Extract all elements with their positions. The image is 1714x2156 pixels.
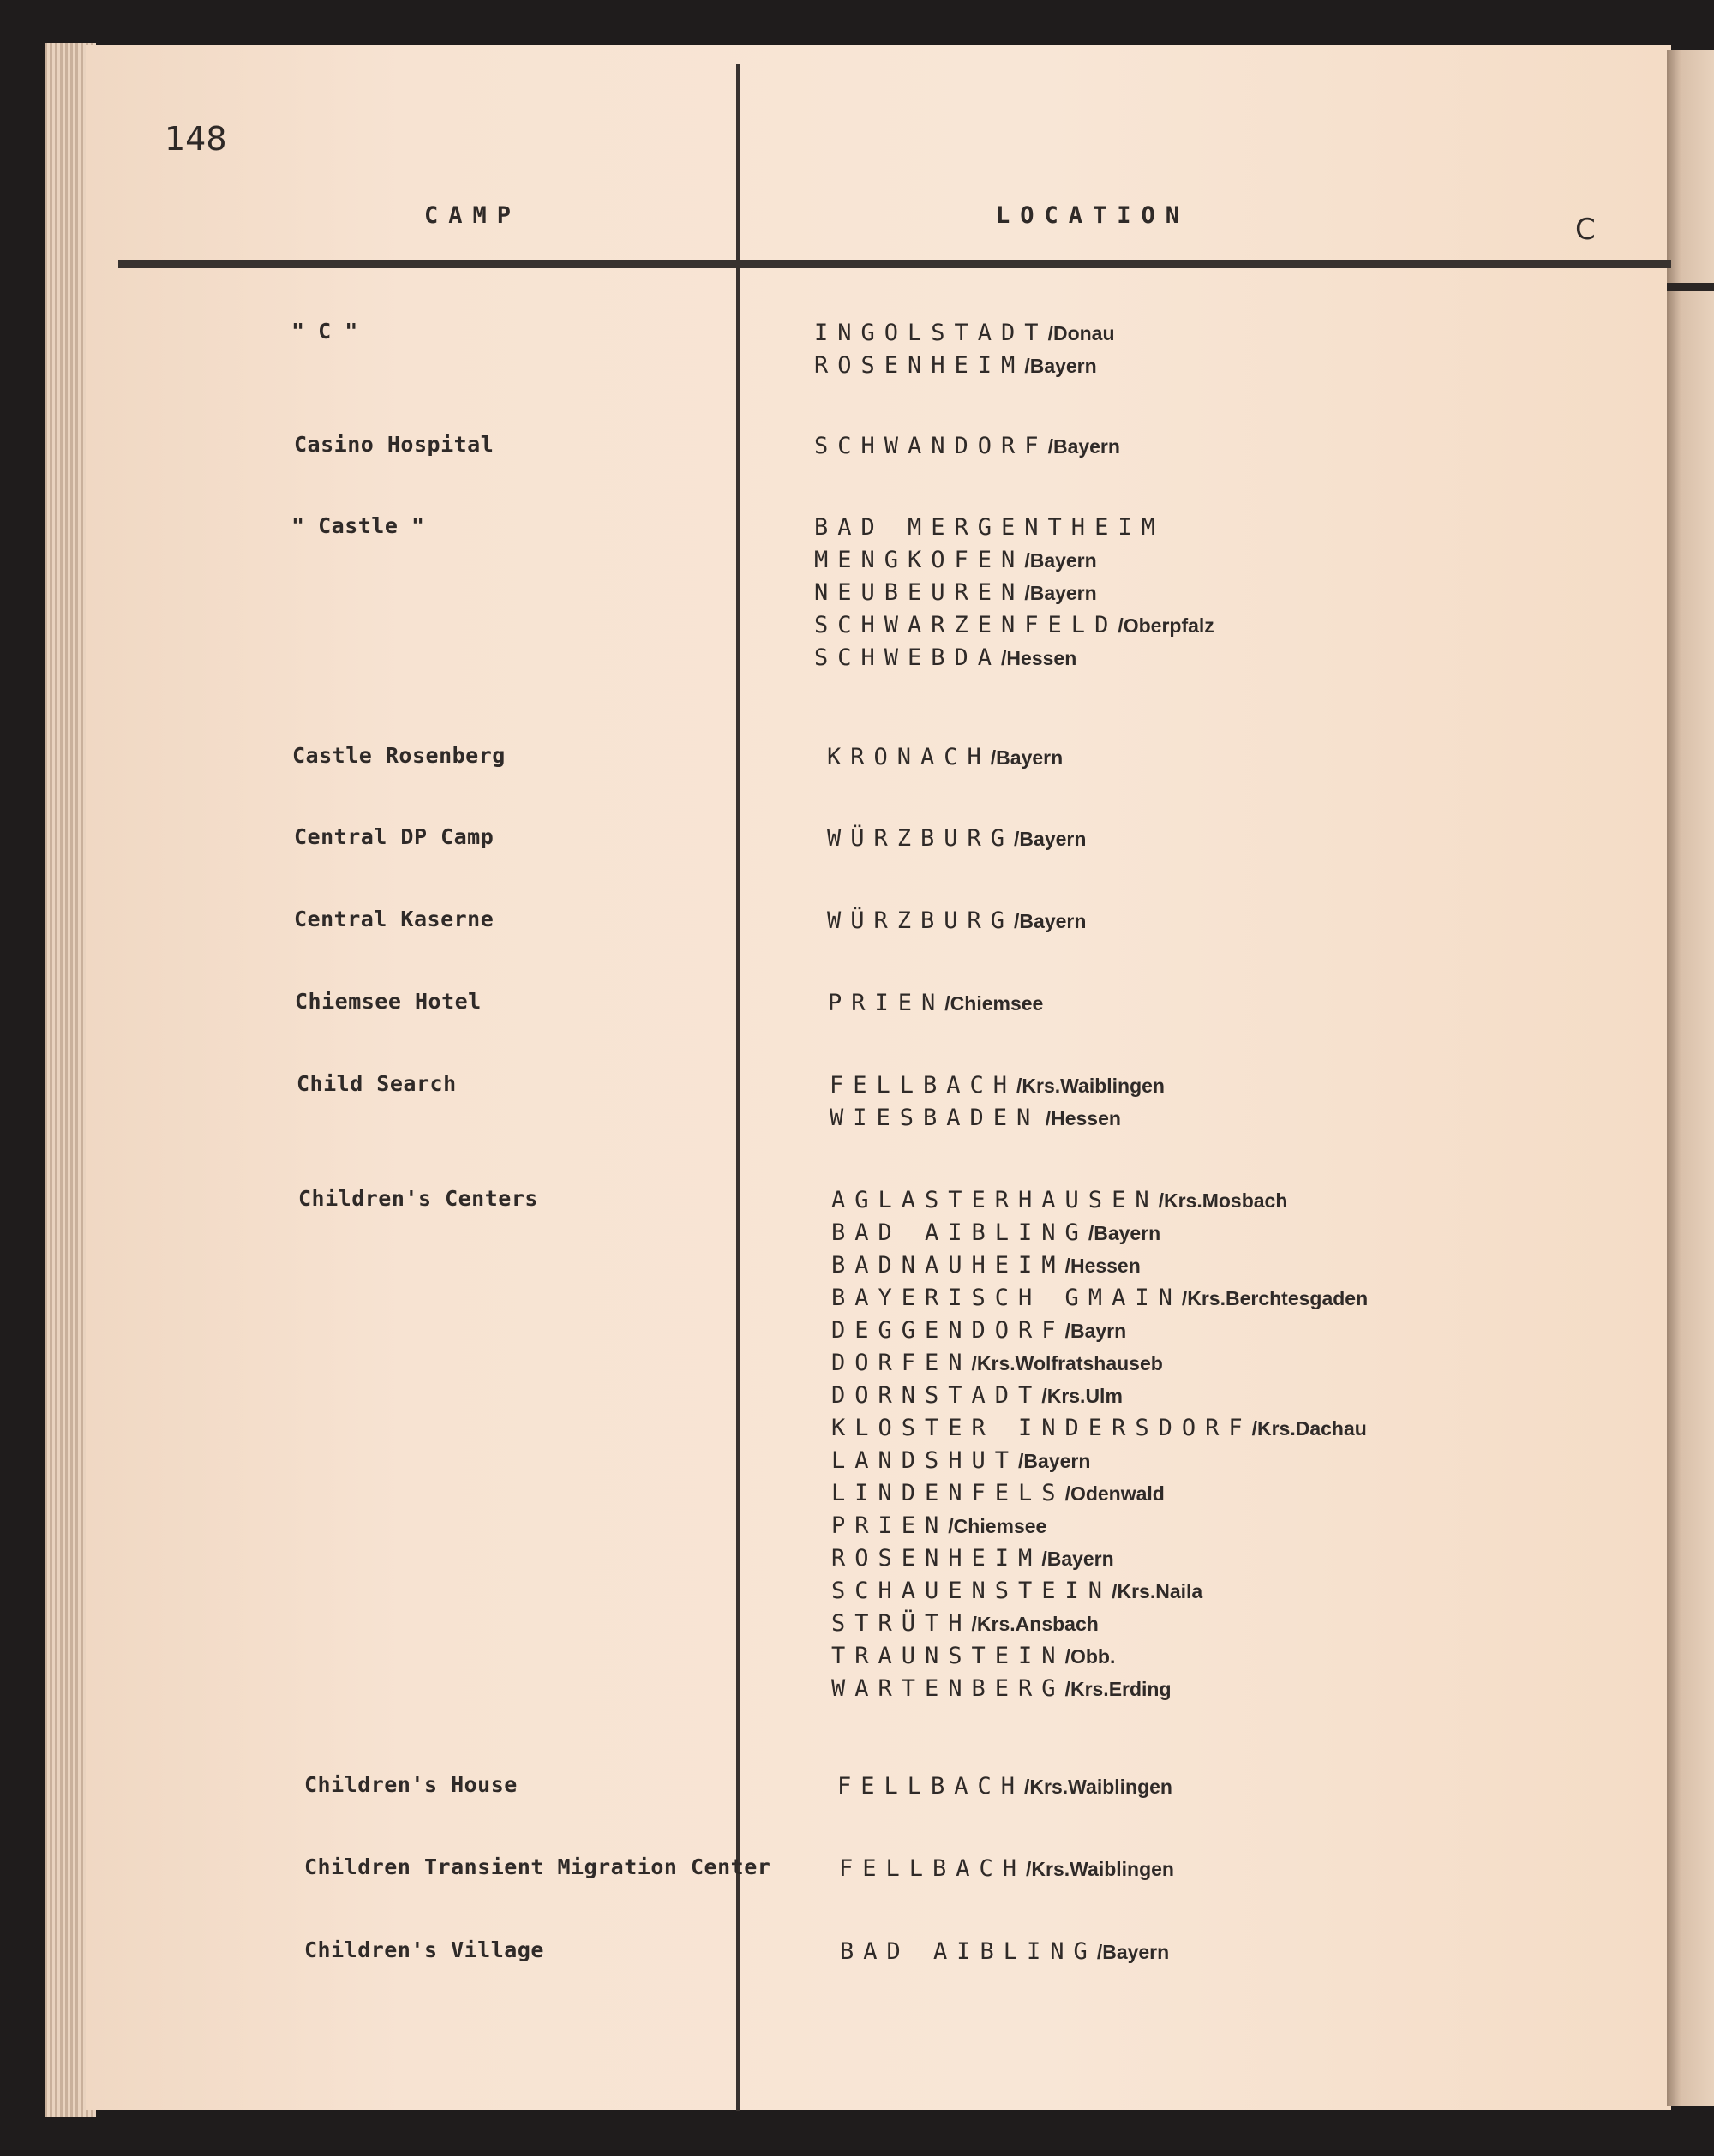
place-name: TRAUNSTEIN <box>831 1643 1065 1669</box>
camp-name: Children Transient Migration Center <box>304 1854 771 1879</box>
section-letter: C <box>1575 213 1596 247</box>
place-name: SCHWARZENFELD <box>814 612 1118 638</box>
location-item <box>831 1217 1368 1249</box>
region-name: /Bayern <box>1041 1548 1114 1570</box>
region-name: /Bayern <box>1024 355 1097 377</box>
region-name: /Chiemsee <box>948 1515 1047 1537</box>
place-name: DEGGENDORF <box>831 1317 1065 1344</box>
region-name: /Bayern <box>1047 435 1120 458</box>
region-name: /Krs.Waiblingen <box>1024 1776 1172 1798</box>
place-name: LANDSHUT <box>831 1447 1019 1474</box>
location-item <box>814 544 1214 577</box>
region-name: /Krs.Naila <box>1112 1580 1203 1602</box>
location-item <box>831 1184 1368 1217</box>
location-item <box>827 741 1063 774</box>
region-name: /Hessen <box>1040 1107 1121 1129</box>
region-name: /Bayern <box>1014 910 1087 932</box>
location-list <box>828 987 1043 1020</box>
location-list <box>827 823 1086 855</box>
location-item <box>837 1770 1172 1803</box>
location-list <box>831 1184 1368 1705</box>
location-item <box>840 1936 1169 1968</box>
place-name: KLOSTER INDERSDORF <box>831 1415 1252 1441</box>
place-name: PRIEN <box>828 990 945 1016</box>
region-name: /Obb. <box>1064 1645 1116 1668</box>
location-list <box>839 1853 1174 1885</box>
camp-name: Central DP Camp <box>294 824 494 849</box>
location-item <box>839 1853 1174 1885</box>
location-item <box>814 430 1120 463</box>
region-name: /Krs.Waiblingen <box>1016 1075 1165 1097</box>
location-item <box>831 1380 1368 1412</box>
location-list <box>814 317 1115 382</box>
location-list <box>827 905 1086 937</box>
location-item <box>831 1477 1368 1510</box>
page-number: 148 <box>165 120 227 158</box>
region-name: /Bayern <box>1014 828 1087 850</box>
place-name: FELLBACH <box>839 1855 1027 1882</box>
location-item <box>831 1510 1368 1542</box>
location-list <box>827 741 1063 774</box>
column-divider <box>736 64 740 2111</box>
place-name: BAD MERGENTHEIM <box>814 514 1165 541</box>
facing-page-edge <box>1667 50 1714 2106</box>
place-name: SCHWEBDA <box>814 644 1002 671</box>
region-name: /Odenwald <box>1064 1482 1165 1505</box>
place-name: SCHWANDORF <box>814 433 1048 459</box>
place-name: WIESBADEN <box>830 1105 1040 1131</box>
region-name: /Krs.Ansbach <box>971 1613 1099 1635</box>
region-name: /Krs.Berchtesgaden <box>1181 1287 1369 1309</box>
location-item <box>831 1575 1368 1608</box>
location-item <box>827 905 1086 937</box>
place-name: BAD AIBLING <box>831 1219 1088 1246</box>
region-name: /Hessen <box>1001 647 1077 669</box>
camp-name: Castle Rosenberg <box>292 743 506 768</box>
place-name: ROSENHEIM <box>814 352 1025 379</box>
location-list <box>814 512 1214 674</box>
camp-name: " Castle " <box>291 513 425 538</box>
location-item <box>831 1542 1368 1575</box>
location-item <box>814 512 1214 544</box>
region-name: /Bayern <box>990 746 1064 769</box>
region-name: /Bayern <box>1096 1941 1170 1963</box>
location-list <box>830 1069 1165 1135</box>
region-name: /Chiemsee <box>944 992 1044 1015</box>
location-item <box>814 609 1214 642</box>
camp-column-header: CAMP <box>424 202 522 229</box>
location-item <box>831 1249 1368 1282</box>
region-name: /Bayern <box>1018 1450 1091 1472</box>
region-name: /Bayern <box>1088 1222 1161 1244</box>
location-item <box>828 987 1043 1020</box>
place-name: BAD AIBLING <box>840 1938 1097 1965</box>
location-item <box>831 1347 1368 1380</box>
location-item <box>831 1315 1368 1347</box>
region-name: /Bayern <box>1024 549 1097 572</box>
location-list <box>840 1936 1169 1968</box>
camp-name: Child Search <box>297 1071 457 1096</box>
place-name: WÜRZBURG <box>827 907 1015 934</box>
location-list <box>837 1770 1172 1803</box>
location-item <box>831 1282 1368 1315</box>
region-name: /Krs.Wolfratshauseb <box>971 1352 1163 1374</box>
region-name: /Bayrn <box>1064 1320 1127 1342</box>
location-list <box>814 430 1120 463</box>
place-name: LINDENFELS <box>831 1480 1065 1506</box>
place-name: AGLASTERHAUSEN <box>831 1187 1159 1213</box>
place-name: WARTENBERG <box>831 1675 1065 1702</box>
region-name: /Donau <box>1047 322 1115 344</box>
place-name: BAYERISCH GMAIN <box>831 1285 1182 1311</box>
place-name: WÜRZBURG <box>827 825 1015 852</box>
region-name: /Krs.Ulm <box>1041 1385 1123 1407</box>
location-item <box>831 1608 1368 1640</box>
location-item <box>831 1673 1368 1705</box>
place-name: FELLBACH <box>837 1773 1025 1800</box>
place-name: KRONACH <box>827 744 991 770</box>
region-name: /Krs.Erding <box>1064 1678 1172 1700</box>
camp-name: Children's Village <box>304 1937 544 1962</box>
place-name: INGOLSTADT <box>814 320 1048 346</box>
camp-name: Casino Hospital <box>294 432 494 457</box>
place-name: DORFEN <box>831 1350 972 1376</box>
region-name: /Bayern <box>1024 582 1097 604</box>
location-item <box>830 1102 1165 1135</box>
location-item <box>827 823 1086 855</box>
location-item <box>831 1412 1368 1445</box>
place-name: MENGKOFEN <box>814 547 1025 573</box>
place-name: NEUBEUREN <box>814 579 1025 606</box>
location-item <box>814 317 1115 350</box>
camp-name: Children's House <box>304 1772 518 1797</box>
place-name: SCHAUENSTEIN <box>831 1578 1112 1604</box>
facing-page-rule <box>1667 283 1714 291</box>
camp-name: Chiemsee Hotel <box>295 989 482 1014</box>
header-rule <box>118 260 1671 268</box>
location-item <box>814 350 1115 382</box>
place-name: PRIEN <box>831 1512 949 1539</box>
region-name: /Hessen <box>1064 1255 1141 1277</box>
camp-name: " C " <box>291 319 358 344</box>
location-column-header: LOCATION <box>996 202 1190 229</box>
region-name: /Krs.Mosbach <box>1158 1189 1288 1212</box>
region-name: /Krs.Dachau <box>1251 1417 1367 1440</box>
location-item <box>831 1640 1368 1673</box>
location-item <box>831 1445 1368 1477</box>
camp-name: Children's Centers <box>298 1186 538 1211</box>
camp-name: Central Kaserne <box>294 907 494 931</box>
place-name: FELLBACH <box>830 1072 1017 1099</box>
place-name: STRÜTH <box>831 1610 972 1637</box>
region-name: /Oberpfalz <box>1118 614 1214 637</box>
location-item <box>814 577 1214 609</box>
region-name: /Krs.Waiblingen <box>1026 1858 1174 1880</box>
location-item <box>814 642 1214 674</box>
place-name: DORNSTADT <box>831 1382 1042 1409</box>
place-name: BADNAUHEIM <box>831 1252 1065 1279</box>
place-name: ROSENHEIM <box>831 1545 1042 1572</box>
location-item <box>830 1069 1165 1102</box>
